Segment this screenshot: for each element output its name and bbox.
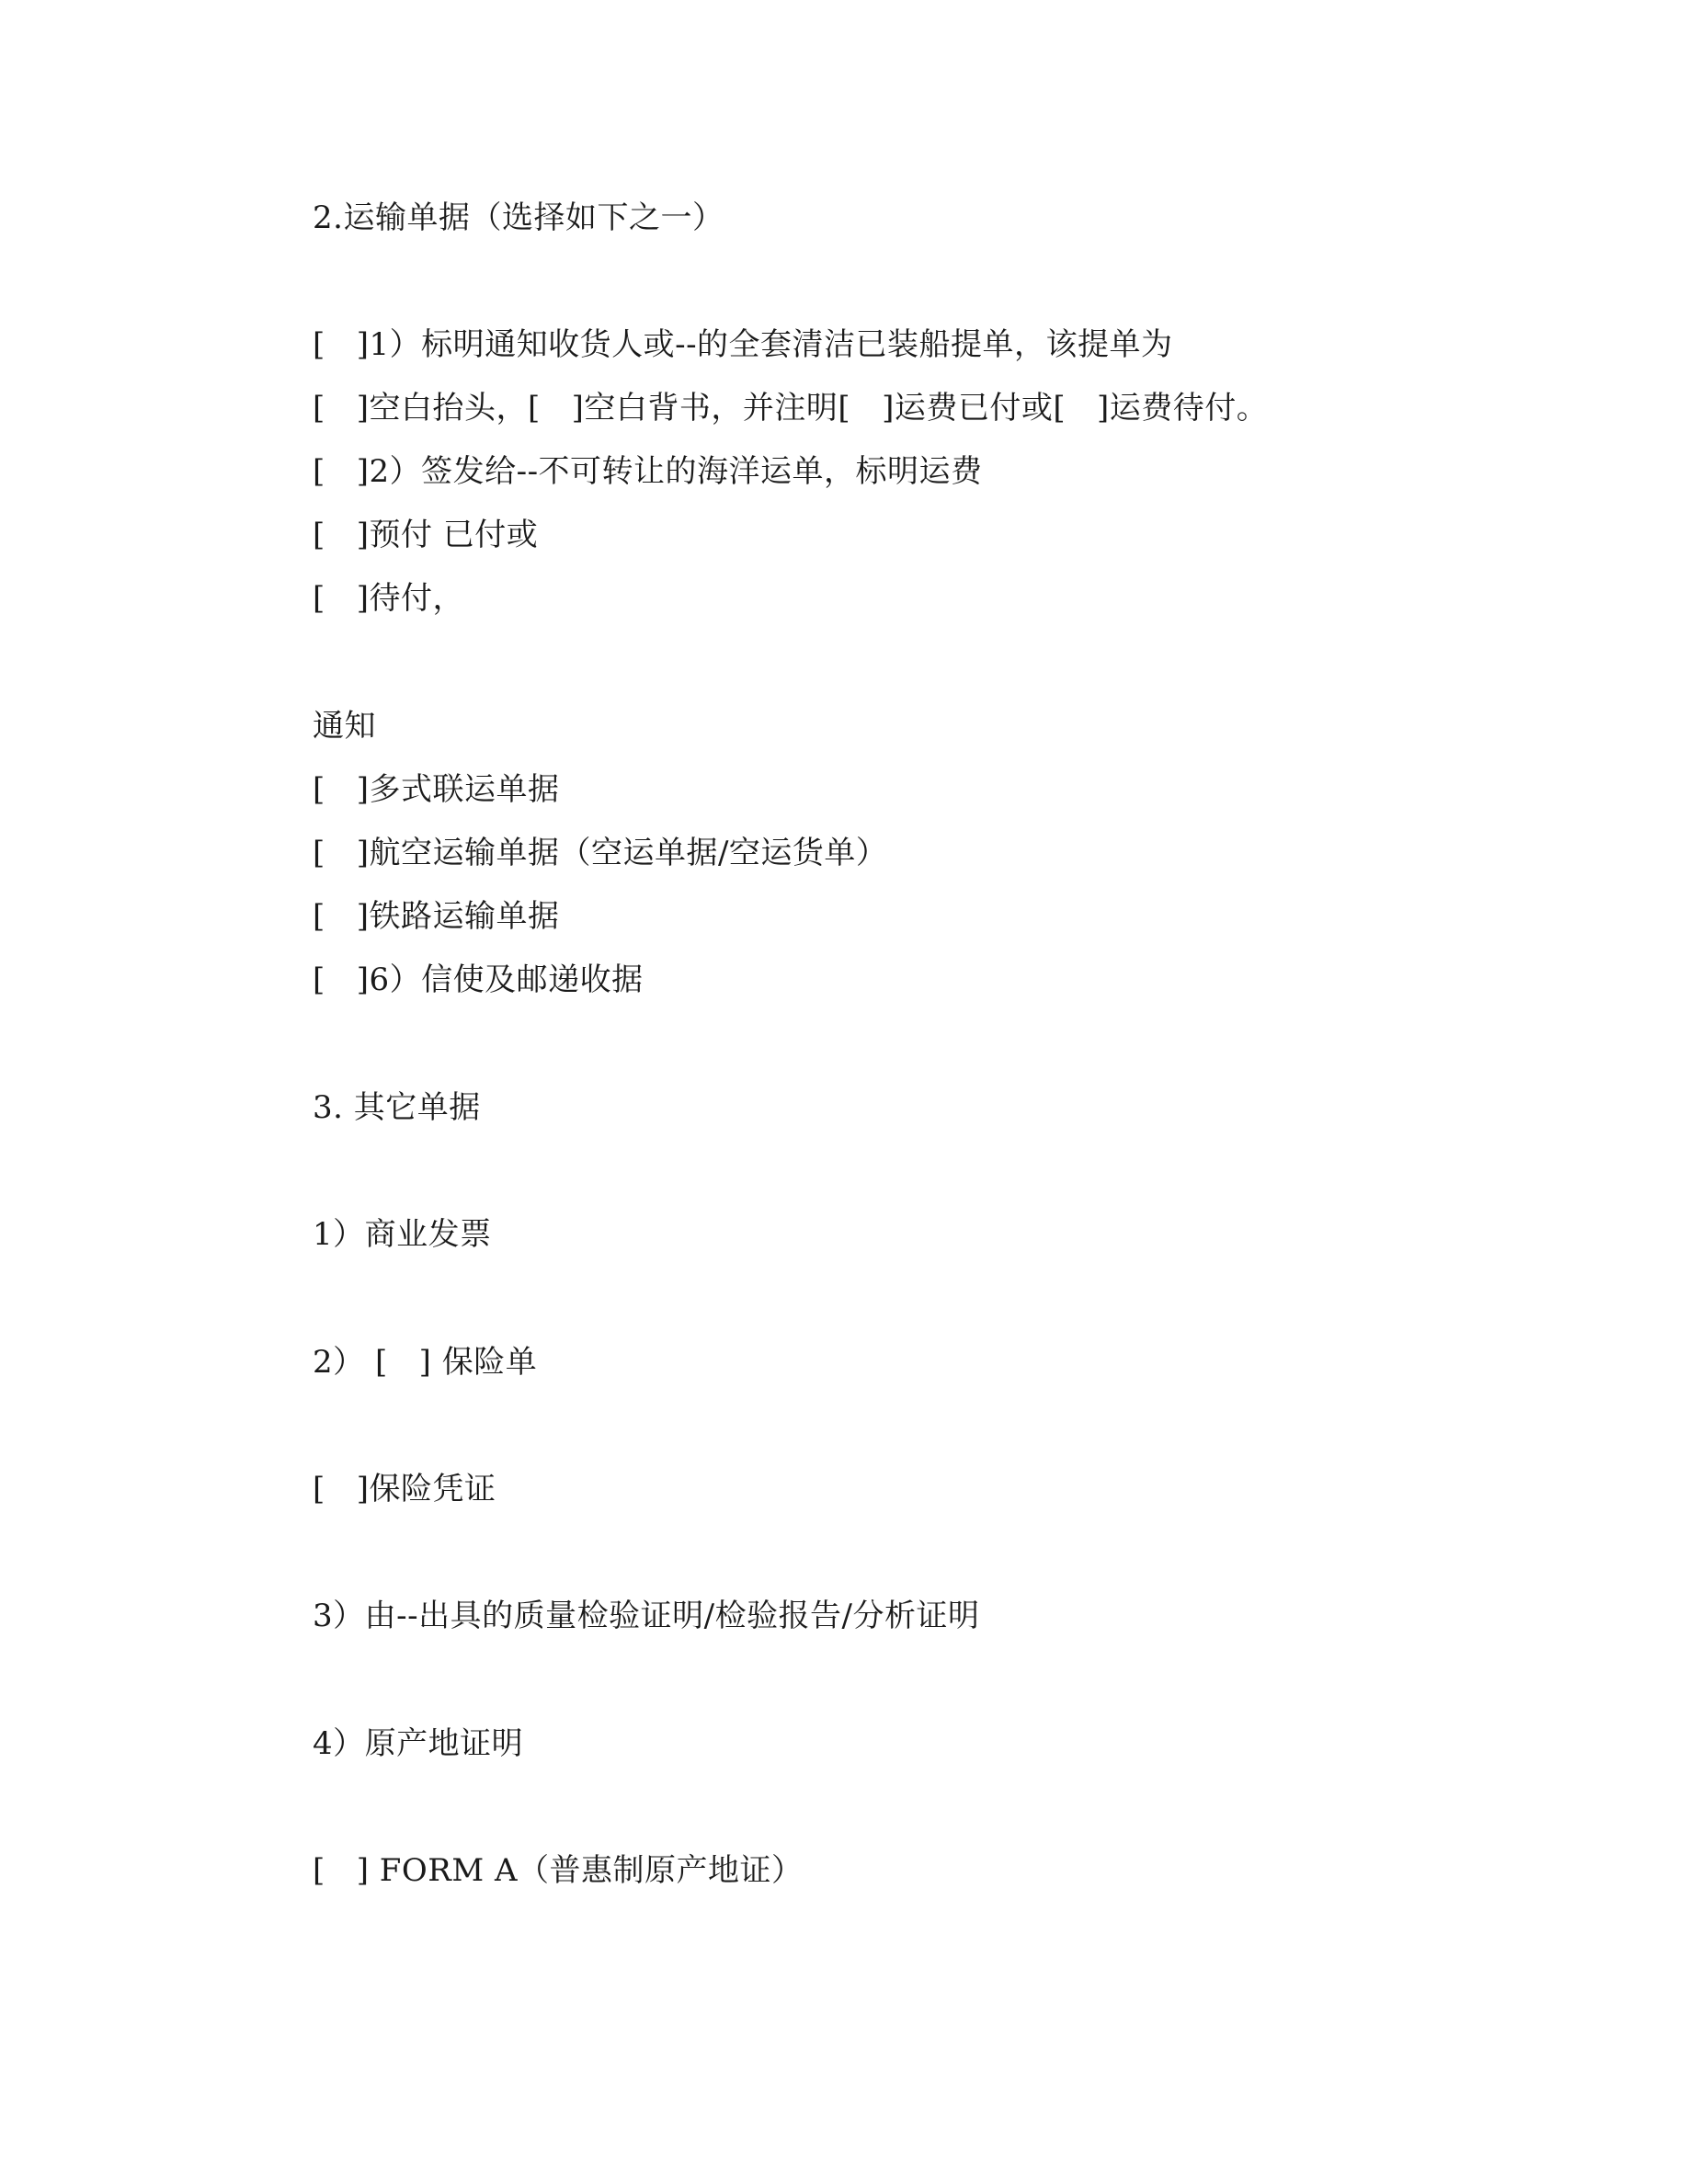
option-freight-collect: [ ]待付， <box>313 580 464 617</box>
notify-label: 通知 <box>313 708 376 745</box>
option-air-transport: [ ]航空运输单据（空运单据/空运货单） <box>313 835 888 871</box>
option-sea-waybill: [ ]2）签发给--不可转让的海洋运单，标明运费 <box>313 453 983 490</box>
option-bill-of-lading: [ ]1）标明通知收货人或--的全套清洁已装船提单，该提单为 <box>313 326 1173 363</box>
option-rail-transport: [ ]铁路运输单据 <box>313 898 560 935</box>
item-insurance-policy: 2） [ ] 保险单 <box>313 1344 538 1381</box>
option-bill-of-lading-details: [ ]空白抬头，[ ]空白背书，并注明[ ]运费已付或[ ]运费待付。 <box>313 390 1269 427</box>
item-commercial-invoice: 1）商业发票 <box>313 1216 492 1253</box>
item-inspection-certificate: 3）由--出具的质量检验证明/检验报告/分析证明 <box>313 1598 980 1634</box>
option-courier-receipt: [ ]6）信使及邮递收据 <box>313 961 644 998</box>
section-heading-transport-documents: 2.运输单据（选择如下之一） <box>313 199 724 236</box>
option-freight-prepaid: [ ]预付 已付或 <box>313 517 539 553</box>
item-form-a: [ ] FORM A（普惠制原产地证） <box>313 1852 804 1889</box>
option-multimodal-transport: [ ]多式联运单据 <box>313 771 560 808</box>
section-heading-other-documents: 3. 其它单据 <box>313 1089 481 1126</box>
item-insurance-certificate: [ ]保险凭证 <box>313 1471 496 1507</box>
item-certificate-of-origin: 4）原产地证明 <box>313 1725 524 1762</box>
